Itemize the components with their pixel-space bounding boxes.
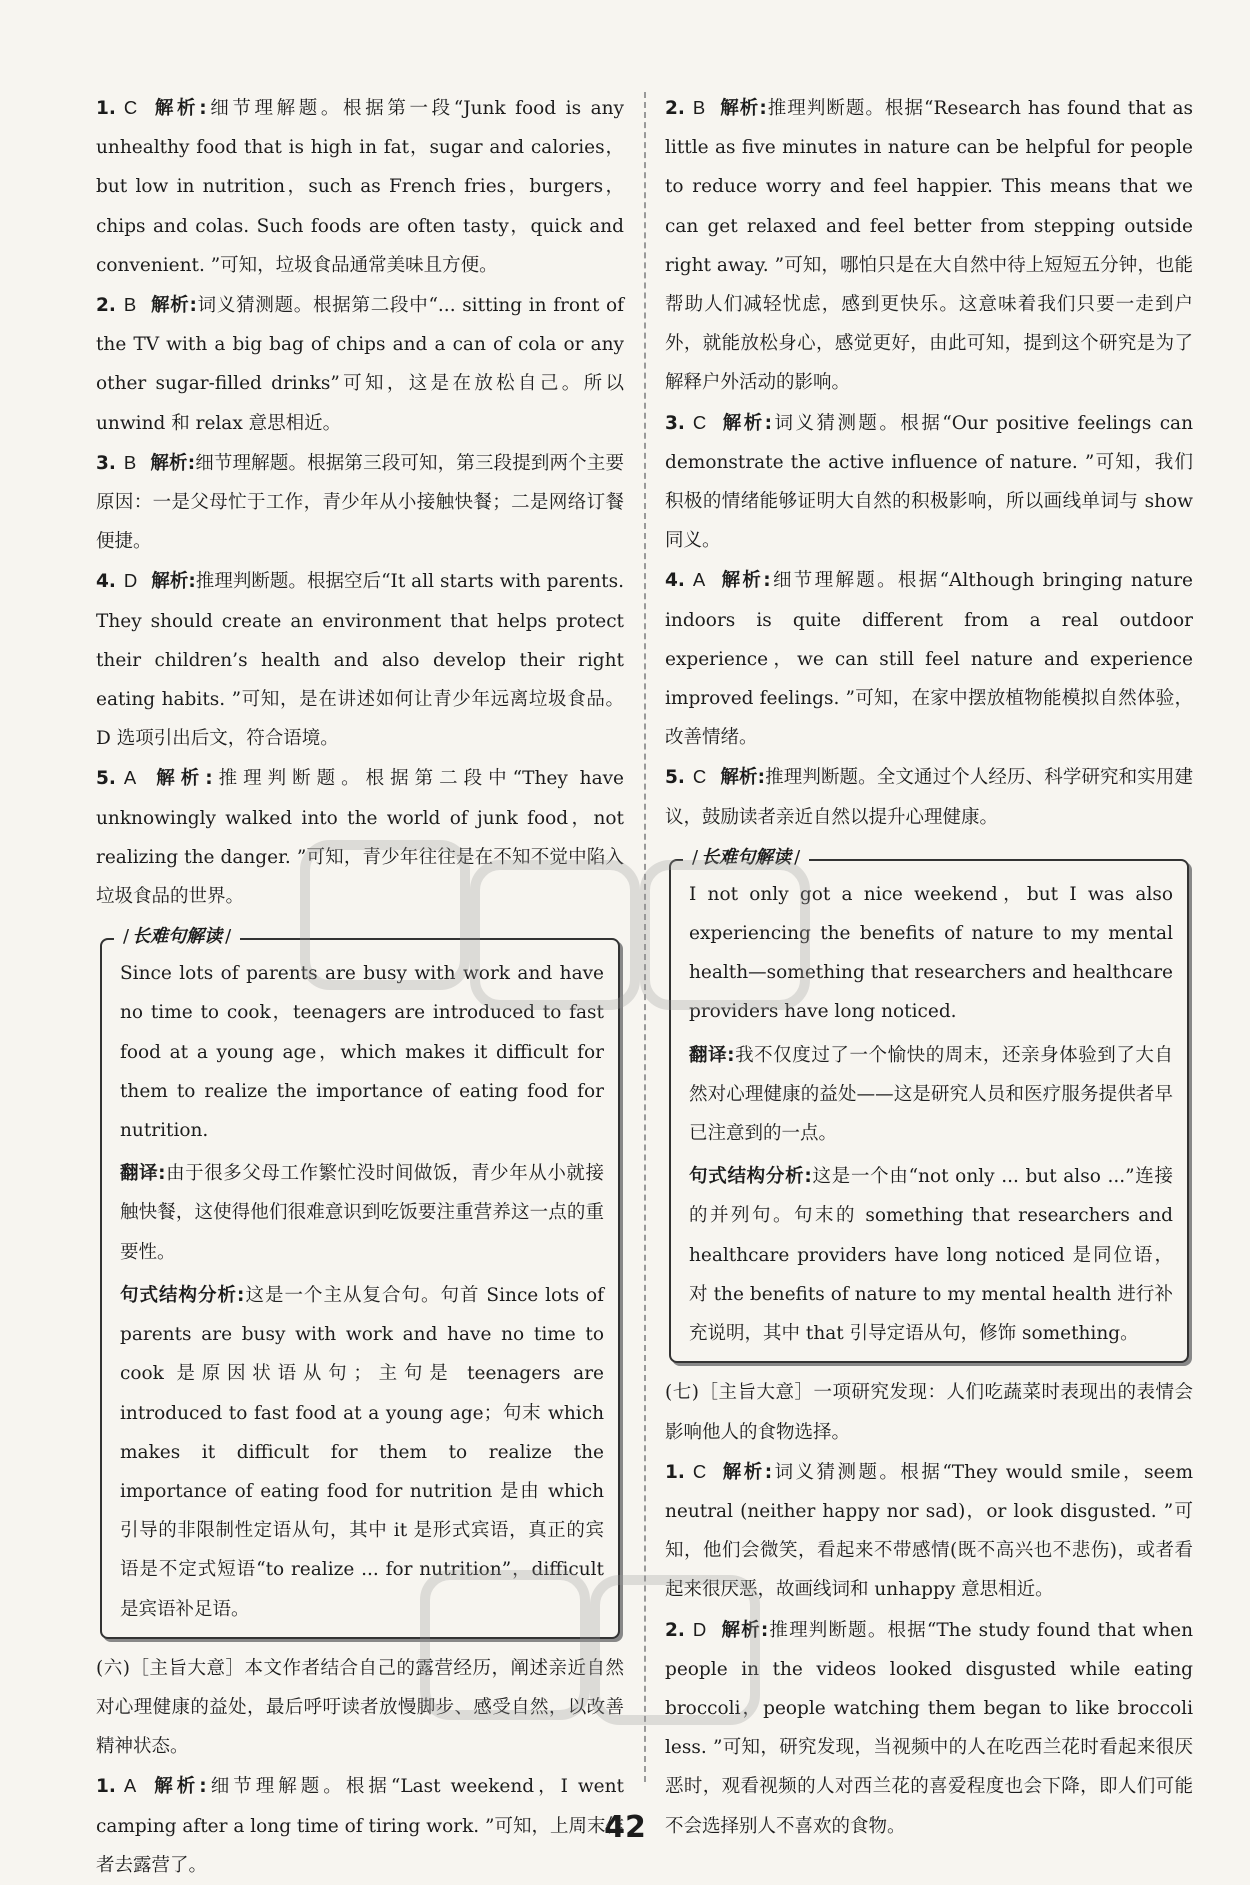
box-title: / 长难句解读 / <box>114 923 240 951</box>
analysis-tag: 解析: <box>720 1461 773 1483</box>
section-summary-text: 一项研究发现：人们吃蔬菜时表现出的表情会影响他人的食物选择。 <box>665 1382 1193 1443</box>
answer-item <box>665 88 1193 403</box>
analysis-text: 细节理解题。根据“Last weekend，I went camping after a long time of tiring work. ”可知，上周末作者去露营了。 <box>96 1776 625 1876</box>
box-title-text: 长难句解读 <box>132 926 223 948</box>
structure-analysis <box>689 1157 1173 1353</box>
answer-item <box>665 560 1193 757</box>
question-number: 1. <box>96 1776 116 1798</box>
section-heading: (七)［主旨大意］ <box>665 1382 814 1404</box>
analysis-text: 细节理解题。根据第一段“Junk food is any unhealthy food that is high in fat，sugar and calories，but low in nutrition，such as French fries，burgers，chips and colas. Such foods are often tasty，quick and convenient. ”可知，垃圾食品通常美味且方便。 <box>96 98 624 276</box>
structure-label: 句式结构分析: <box>120 1284 245 1306</box>
long-sentence-box <box>100 926 620 1638</box>
watermark-logo <box>470 860 640 1010</box>
question-number: 2. <box>665 1619 685 1641</box>
analysis-text: 词义猜测题。根据第二段中“... sitting in front of the TV with a big bag of chips and a can of cola or any other sugar-filled drinks”可知，这是在放松自己。所以 unwind 和 relax 意思相近。 <box>96 295 624 434</box>
analysis-text: 推理判断题。根据“Research has found that as little as five minutes in nature can be helpful for people to reduce worry and feel happier. This means that we can get relaxed and feel better from stepping outside right away. ”可知，哪怕只是在大自然中待上短短五分钟，也能帮助人们减轻忧虑，感到更快乐。这意味着我们只要一走到户外，就能放松身心，感觉更好，由此可知，提到这个研究是为了解释户外活动的影响。 <box>665 98 1193 394</box>
answer-letter: C <box>692 411 707 433</box>
answer-item <box>96 285 624 443</box>
answer-letter: A <box>123 1775 137 1797</box>
analysis-text: 词义猜测题。根据“They would smile，seem neutral (neither happy nor sad)，or look disgusted. ”可知，他们会微笑，看起来不带感情(既不高兴也不悲伤)，或者看起来很厌恶，故画线词和 unhappy 意思相近。 <box>665 1461 1193 1601</box>
analysis-tag: 解析: <box>150 768 213 790</box>
answer-letter: C <box>692 1460 707 1482</box>
section-summary <box>665 1373 1193 1451</box>
structure-text: 这是一个由“not only ... but also ...”连接的并列句。句末的 something that researchers and healthcare providers have long noticed 是同位语，对 the benefits of nature to my mental health 进行补充说明，其中 that 引导定语从句，修饰 something。 <box>689 1166 1173 1345</box>
analysis-tag: 解析: <box>720 1619 769 1641</box>
question-number: 1. <box>96 98 116 119</box>
watermark-logo <box>300 840 470 990</box>
translation <box>689 1036 1173 1154</box>
analysis-tag: 解析: <box>150 295 197 317</box>
analysis-text: 细节理解题。根据第三段可知，第三段提到两个主要原因：一是父母忙于工作，青少年从小接触快餐；二是网络订餐便捷。 <box>96 452 624 553</box>
analysis-tag: 解析: <box>151 98 207 119</box>
box-title: / 长难句解读 / <box>683 844 809 872</box>
analysis-tag: 解析: <box>150 452 196 474</box>
analysis-text: 推理判断题。根据第二段中“They have unknowingly walked into the world of junk food，not realizing the danger. ”可知，青少年往往是在不知不觉中陷入垃圾食品的世界。 <box>96 768 624 908</box>
translation-label: 翻译: <box>120 1163 166 1185</box>
analysis-text: 词义猜测题。根据“Our positive feelings can demonstrate the active influence of nature. ”可知，我们积极的情绪能够证明大自然的积极影响，所以画线单词与 show 同义。 <box>665 412 1193 552</box>
watermark-logo <box>590 1575 760 1725</box>
watermark-logo <box>640 860 810 1010</box>
answer-letter: C <box>692 766 707 788</box>
question-number: 4. <box>96 571 116 593</box>
answer-item <box>665 403 1193 561</box>
long-sentence: I not only got a nice weekend，but I was also experiencing the benefits of nature to my mental health—something that researchers and healthcare providers have long noticed. <box>689 883 1173 1023</box>
answer-letter: B <box>123 294 137 316</box>
answer-letter: B <box>123 451 137 473</box>
analysis-text: 推理判断题。全文通过个人经历、科学研究和实用建议，鼓励读者亲近自然以提升心理健康。 <box>665 767 1193 828</box>
answer-item <box>96 88 624 285</box>
translation-text: 由于很多父母工作繁忙没时间做饭，青少年从小就接触快餐，这使得他们很难意识到吃饭要注重营养这一点的重要性。 <box>120 1163 604 1263</box>
question-number: 2. <box>96 295 116 317</box>
analysis-tag: 解析: <box>720 767 766 789</box>
answer-letter: A <box>123 767 137 789</box>
structure-label: 句式结构分析: <box>689 1166 812 1188</box>
translation <box>120 1154 604 1272</box>
structure-text: 这是一个主从复合句。句首 Since lots of parents are busy with work and have no time to cook 是原因状语从句；主句是 teenagers are introduced to fast food at a young age；句末 which makes it difficult for them to realize the importance of eating food for nutrition 是由 which 引导的非限制性定语从句，其中 it 是形式宾语，真正的宾语是不定式短语“to realize ... for nutrition”，difficult 是宾语补足语。 <box>120 1284 604 1620</box>
question-number: 3. <box>665 412 685 434</box>
question-number: 2. <box>665 98 685 119</box>
analysis-tag: 解析: <box>719 98 767 119</box>
section-heading: (六)［主旨大意］ <box>96 1657 245 1679</box>
analysis-text: 细节理解题。根据“Although bringing nature indoors is quite different from a real outdoor experience，we can still feel nature and experience improved feelings. ”可知，在家中摆放植物能模拟自然体验，改善情绪。 <box>665 570 1194 749</box>
watermark-logo <box>420 1570 590 1720</box>
section-summary-text: 本文作者结合自己的露营经历，阐述亲近自然对心理健康的益处，最后呼吁读者放慢脚步、感受自然，以改善精神状态。 <box>96 1657 624 1758</box>
analysis-tag: 解析: <box>151 571 196 593</box>
long-sentence: Since lots of parents are busy with work and have no time to cook，teenagers are introduced to fast food at a young age，which makes it difficult for them to realize the importance of eating food for nutrition. <box>120 963 604 1142</box>
analysis-tag: 解析: <box>150 1776 207 1798</box>
translation-label: 翻译: <box>689 1044 735 1066</box>
answer-letter: A <box>692 569 706 591</box>
analysis-tag: 解析: <box>719 570 771 592</box>
question-number: 5. <box>665 767 685 789</box>
answer-letter: C <box>123 97 138 118</box>
analysis-text: 推理判断题。根据“The study found that when people in the videos looked disgusted while eating broccoli，people watching them began to like broccoli less. ”可知，研究发现，当视频中的人在吃西兰花时看起来很厌恶时，观看视频的人对西兰花的喜爱程度也会下降，即人们可能不会选择别人不喜欢的食物。 <box>665 1619 1193 1837</box>
answer-item <box>665 757 1193 836</box>
answer-letter: D <box>123 570 138 592</box>
translation-text: 我不仅度过了一个愉快的周末，还亲身体验到了大自然对心理健康的益处——这是研究人员和医疗服务提供者早已注意到的一点。 <box>689 1044 1173 1145</box>
answer-item <box>96 443 624 562</box>
page-number: 42 <box>604 1810 646 1845</box>
analysis-text: 推理判断题。根据空后“It all starts with parents. They should create an environment that helps protect their children’s health and also develop their right eating habits. ”可知，是在讲述如何让青少年远离垃圾食品。D 选项引出后文，符合语境。 <box>96 571 624 750</box>
question-number: 5. <box>96 768 116 790</box>
question-number: 1. <box>665 1461 685 1483</box>
analysis-tag: 解析: <box>720 412 773 434</box>
box-title-text: 长难句解读 <box>701 846 792 868</box>
question-number: 4. <box>665 570 685 592</box>
answer-letter: D <box>692 1618 707 1640</box>
question-number: 3. <box>96 452 116 474</box>
answer-item <box>96 561 624 758</box>
answer-letter: B <box>692 97 706 118</box>
